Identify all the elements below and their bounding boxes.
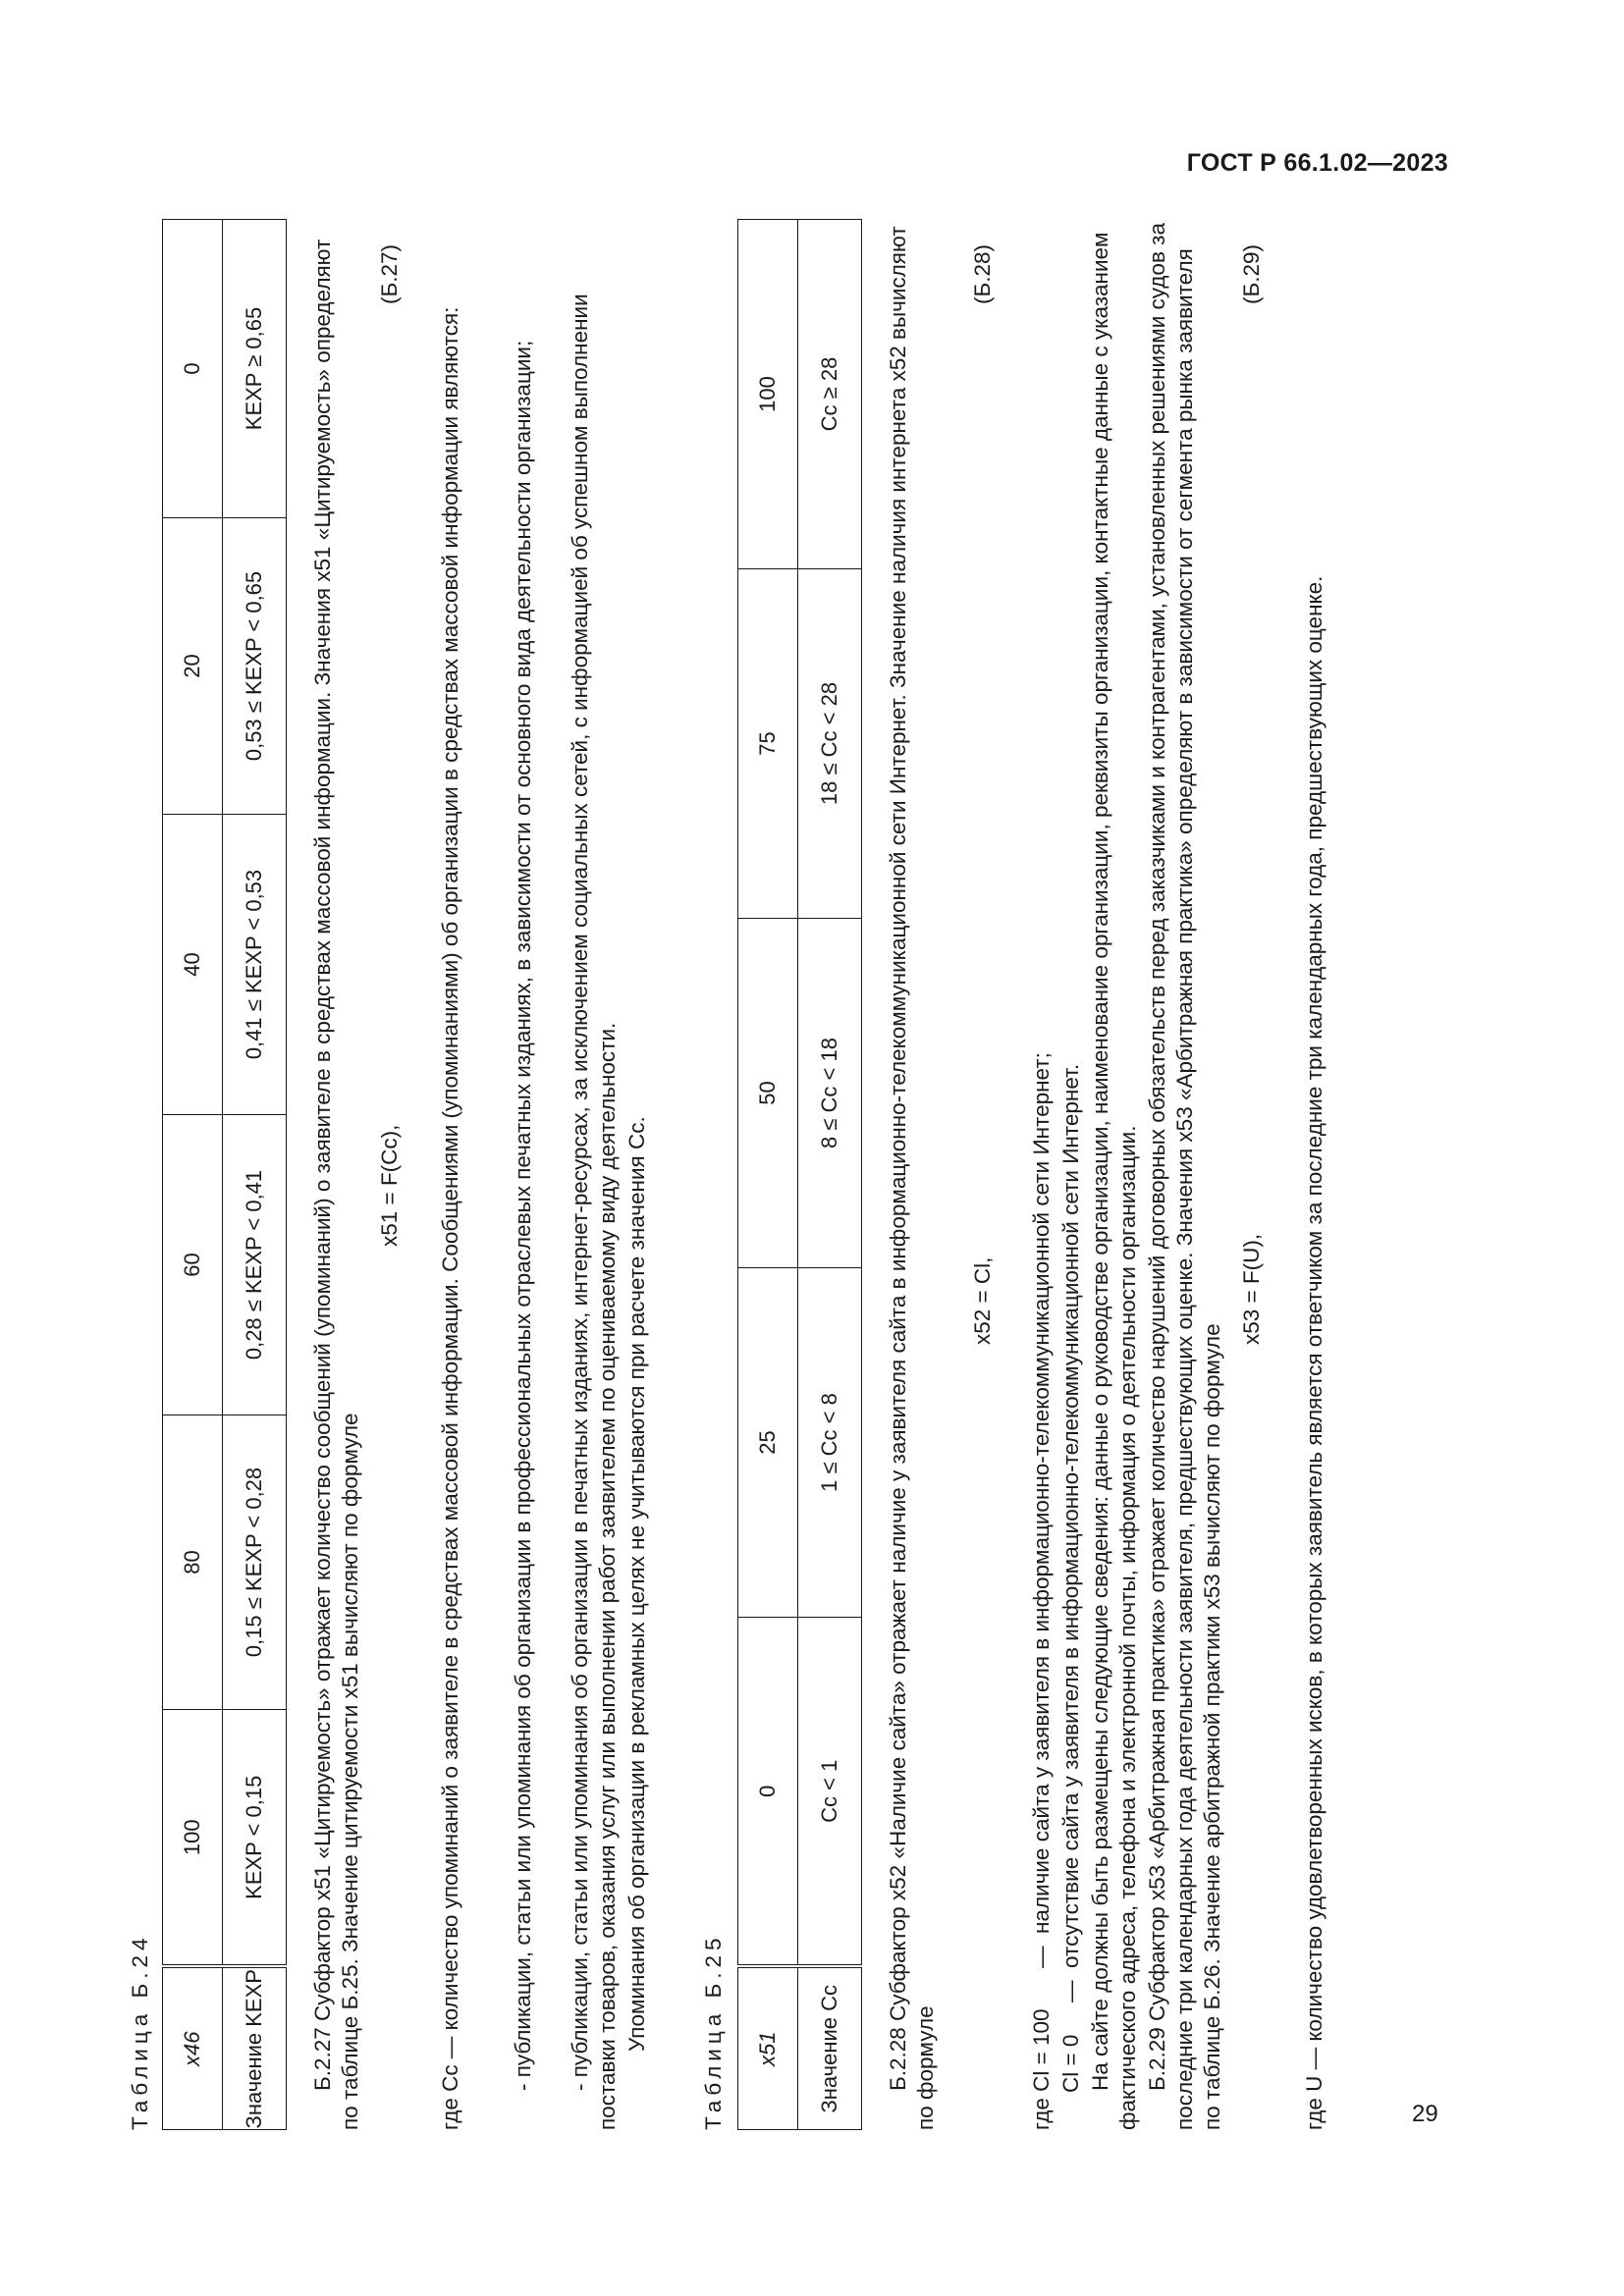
table-cell: 0,41 ≤ KEXP < 0,53 [223,815,287,1115]
table-cell: Cc ≥ 28 [798,220,862,569]
table-cell: KEXP < 0,15 [223,1710,287,1967]
definition-cl-0-rhs: отсутствие сайта у заявителя в информационно-телекоммуникационной сети Интернет. [1058,1063,1083,1968]
table-cell: 1 ≤ Cc < 8 [798,1268,862,1618]
section-b229-text: Б.2.29 Субфактор x53 «Арбитражная практика» отражает количество нарушений договорных обязательств перед заказчиками и контрагентами, установленных решениями судов за последние три календарных года деятельности заявителя, предшествующих оценке. Значения x53 «Арбитражная практика» определяют в зависимости от сегмента рынка заявителя по таблице Б.26. Значение арбитражной практики x53 вычисляют по формуле [1145,223,1224,2130]
table-cell: 80 [163,1415,223,1710]
document-header: ГОСТ Р 66.1.02—2023 [1186,149,1448,177]
equation-number-b27: (Б.27) [377,243,402,304]
table-cell: x51 [738,1967,798,2130]
section-b228-site-text: На сайте должны быть размещены следующие сведения: данные о руководстве организации, наименование организации, реквизиты организации, контактные данные с указанием фактического адреса, телефона и электронной почты, информация о деятельности организации. [1088,232,1140,2130]
table-cell: Cc < 1 [798,1618,862,1967]
definition-cl-100-lhs: где Cl = 100 [1029,2008,1054,2130]
rotated-page-content [113,69,1429,2130]
table-b25-row-conditions [798,220,862,2130]
table-cell: 60 [163,1115,223,1415]
table-cell: 100 [738,220,798,569]
table-cell: 0,53 ≤ KEXP < 0,65 [223,518,287,815]
formula-b29: x53 = F(U), [1239,1233,1264,1345]
table-b25-caption: Таблица Б.25 [701,1933,726,2130]
table-cell: x46 [163,1967,223,2130]
section-b227-where: где Cc — количество упоминаний о заявителе в средствах массовой информации. Сообщениями (упоминаниями) об организации в средствах массовой информации являются: [438,306,462,2130]
table-cell: 20 [163,518,223,815]
table-cell: 50 [738,919,798,1268]
definition-cl-100-rhs: наличие сайта у заявителя в информационно-телекоммуникационной сети Интернет; [1029,1052,1054,1934]
table-cell: Значение KEXP [223,1967,287,2130]
formula-b27: x51 = F(Cc), [377,1124,402,1247]
dash: — [1058,1980,1083,2002]
equation-number-b28: (Б.28) [970,243,995,304]
table-cell: KEXP ≥ 0,65 [223,220,287,518]
page-number: 29 [1412,2101,1438,2127]
table-cell: 100 [163,1710,223,1967]
table-cell: 25 [738,1268,798,1618]
section-b227-text: Б.2.27 Субфактор x51 «Цитируемость» отражает количество сообщений (упоминаний) о заявителе в средствах массовой информации. Значения x51 «Цитируемость» определяют по таблице Б.25. Значение цитируемости x51 вычисляют по формуле [310,239,362,2130]
section-b228-text: Б.2.28 Субфактор x52 «Наличие сайта» отражает наличие у заявителя сайта в информационно-телекоммуникационной сети Интернет. Значение наличия интернета x52 вычисляют по формуле [886,226,938,2130]
table-b24-caption: Таблица Б.24 [128,1933,152,2130]
table-cell: 40 [163,815,223,1115]
table-cell: 0,28 ≤ KEXP < 0,41 [223,1115,287,1415]
definition-cl-0-lhs: Cl = 0 [1058,2034,1083,2093]
equation-number-b29: (Б.29) [1239,243,1264,304]
formula-b28: x52 = Cl, [970,1256,995,1345]
section-b227-item1: - публикации, статьи или упоминания об организации в профессиональных отраслевых печатных изданиях, в зависимости от основного вида деятельности организации; [511,340,535,2091]
dash: — [1029,1946,1054,1968]
table-cell: 0 [163,220,223,518]
section-b227-note: Упоминания об организации в рекламных целях не учитываются при расчете значения Cc. [624,1116,649,2052]
table-b24-row-conditions [223,220,287,2130]
table-cell: 0,15 ≤ KEXP < 0,28 [223,1415,287,1710]
table-b24-row-values [163,220,223,2130]
section-b229-where: где U — количество удовлетворенных исков, в которых заявитель является ответчиком за последние три календарных года, предшествующих оценке. [1302,575,1326,2130]
table-b25-row-values [738,220,798,2130]
table-cell: 18 ≤ Cc < 28 [798,569,862,919]
table-b24 [162,219,287,2130]
section-b227-item2: - публикации, статьи или упоминания об организации в печатных изданиях, интернет-ресурсах, за исключением социальных сетей, с информацией об успешном выполнении поставки товаров, оказания услуг или выполнении работ заявителем по оцениваемому виду деятельности. [568,294,620,2130]
table-cell: Значение Cc [798,1967,862,2130]
table-b25 [737,219,862,2130]
table-cell: 8 ≤ Cc < 18 [798,919,862,1268]
table-cell: 75 [738,569,798,919]
table-cell: 0 [738,1618,798,1967]
